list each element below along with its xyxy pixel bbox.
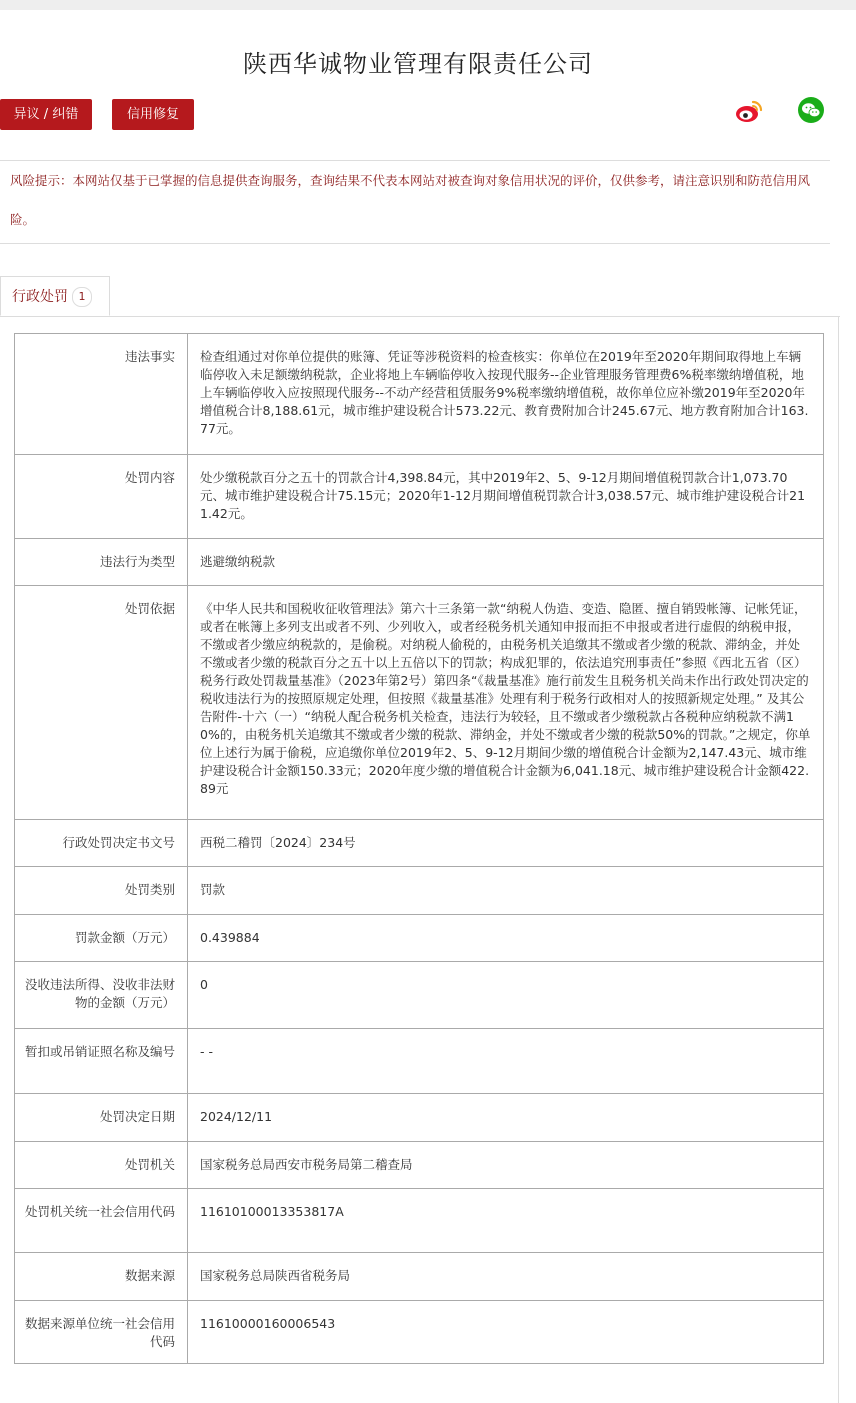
- tab-administrative-penalty[interactable]: [0, 276, 110, 316]
- field-label: 暂扣或吊销证照名称及编号: [15, 1029, 188, 1094]
- field-value: 西税二稽罚〔2024〕234号: [188, 820, 824, 867]
- table-row: [15, 1301, 824, 1364]
- field-label: 违法行为类型: [15, 539, 188, 586]
- table-row: [15, 455, 824, 539]
- field-label: 处罚依据: [15, 586, 188, 820]
- weibo-icon[interactable]: [734, 96, 764, 126]
- field-label: 罚款金额（万元）: [15, 915, 188, 962]
- field-value: 11610100013353817A: [188, 1189, 824, 1253]
- field-value: 0: [188, 962, 824, 1029]
- table-row: [15, 1253, 824, 1301]
- tab-count-badge: 1: [72, 287, 92, 307]
- credit-repair-button[interactable]: 信用修复: [112, 99, 194, 130]
- panel-border: [838, 316, 839, 1403]
- field-value: 逃避缴纳税款: [188, 539, 824, 586]
- field-label: 处罚类别: [15, 867, 188, 915]
- table-row: [15, 820, 824, 867]
- table-row: [15, 1029, 824, 1094]
- field-value: 国家税务总局西安市税务局第二稽查局: [188, 1142, 824, 1189]
- field-value: 《中华人民共和国税收征收管理法》第六十三条第一款“纳税人伪造、变造、隐匿、擅自销毁帐簿、记帐凭证，或者在帐簿上多列支出或者不列、少列收入，或者经税务机关通知申报而拒不申报或者进行虚假的纳税申报，不缴或者少缴应纳税款的，是偷税。对纳税人偷税的，由税务机关追缴其不缴或者少缴的税款、滞纳金，并处不缴或者少缴的税款百分之五十以上五倍以下的罚款；构成犯罪的，依法追究刑事责任”参照《西北五省（区）税务行政处罚裁量基准》（2023年第2号）第四条“《裁量基准》施行前发生且税务机关尚未作出行政处罚决定的税收违法行为的按照原规定处理，但按照《裁量基准》处理有利于税务行政相对人的按照新规定处理。” 及其公告附件-十六（一）“纳税人配合税务机关检查，违法行为较轻，且不缴或者少缴税款占各税种应纳税款不满10%的，由税务机关追缴其不缴或者少缴的税款、滞纳金，并处不缴或者少缴的税款50%的罚款。”之规定，你单位上述行为属于偷税，应追缴你单位2019年2、5、9-12月期间少缴的增值税合计金额为2,147.43元、城市维护建设税合计金额150.33元；2020年度少缴的增值税合计金额为6,041.18元、城市维护建设税合计金额422.89元: [188, 586, 824, 820]
- table-row: [15, 586, 824, 820]
- field-value: 2024/12/11: [188, 1094, 824, 1142]
- field-value: 罚款: [188, 867, 824, 915]
- wechat-icon[interactable]: [796, 96, 826, 126]
- risk-notice-label: 风险提示：: [10, 173, 73, 188]
- table-row: [15, 539, 824, 586]
- field-label: 处罚决定日期: [15, 1094, 188, 1142]
- objection-button[interactable]: 异议 / 纠错: [0, 99, 92, 130]
- table-row: [15, 1142, 824, 1189]
- field-value: 处少缴税款百分之五十的罚款合计4,398.84元，其中2019年2、5、9-12月期间增值税罚款合计1,073.70元、城市维护建设税合计75.15元；2020年1-12月期间增值税罚款合计3,038.57元、城市维护建设税合计211.42元。: [188, 455, 824, 539]
- field-value: 检查组通过对你单位提供的账簿、凭证等涉税资料的检查核实：你单位在2019年至2020年期间取得地上车辆临停收入未足额缴纳税款，企业将地上车辆临停收入按现代服务--企业管理服务管理费6%税率缴纳增值税，地上车辆临停收入应按照现代服务--不动产经营租赁服务9%税率缴纳增值税，故你单位应补缴2019年至2020年增值税合计8,188.61元，城市维护建设税合计573.22元、教育费附加合计245.67元、地方教育附加合计163.77元。: [188, 334, 824, 455]
- field-value: 0.439884: [188, 915, 824, 962]
- table-row: [15, 1094, 824, 1142]
- page-title: 陕西华诚物业管理有限责任公司: [243, 50, 593, 78]
- field-label: 数据来源单位统一社会信用代码: [15, 1301, 188, 1364]
- table-row: [15, 334, 824, 455]
- table-row: [15, 915, 824, 962]
- table-row: [15, 1189, 824, 1253]
- table-row: [15, 867, 824, 915]
- field-label: 数据来源: [15, 1253, 188, 1301]
- penalty-detail-table: [14, 333, 824, 1364]
- table-row: [15, 962, 824, 1029]
- tab-divider: [0, 316, 840, 317]
- risk-notice-text: 本网站仅基于已掌握的信息提供查询服务，查询结果不代表本网站对被查询对象信用状况的评价，仅供参考，请注意识别和防范信用风险。: [10, 173, 811, 227]
- field-label: 处罚机关统一社会信用代码: [15, 1189, 188, 1253]
- field-label: 违法事实: [15, 334, 188, 455]
- field-label: 行政处罚决定书文号: [15, 820, 188, 867]
- field-label: 没收违法所得、没收非法财物的金额（万元）: [15, 962, 188, 1029]
- tab-label: 行政处罚: [12, 289, 68, 305]
- top-bar: [0, 0, 856, 10]
- risk-notice: [0, 160, 830, 244]
- field-value: - -: [188, 1029, 824, 1094]
- field-label: 处罚内容: [15, 455, 188, 539]
- field-value: 11610000160006543: [188, 1301, 824, 1364]
- field-label: 处罚机关: [15, 1142, 188, 1189]
- field-value: 国家税务总局陕西省税务局: [188, 1253, 824, 1301]
